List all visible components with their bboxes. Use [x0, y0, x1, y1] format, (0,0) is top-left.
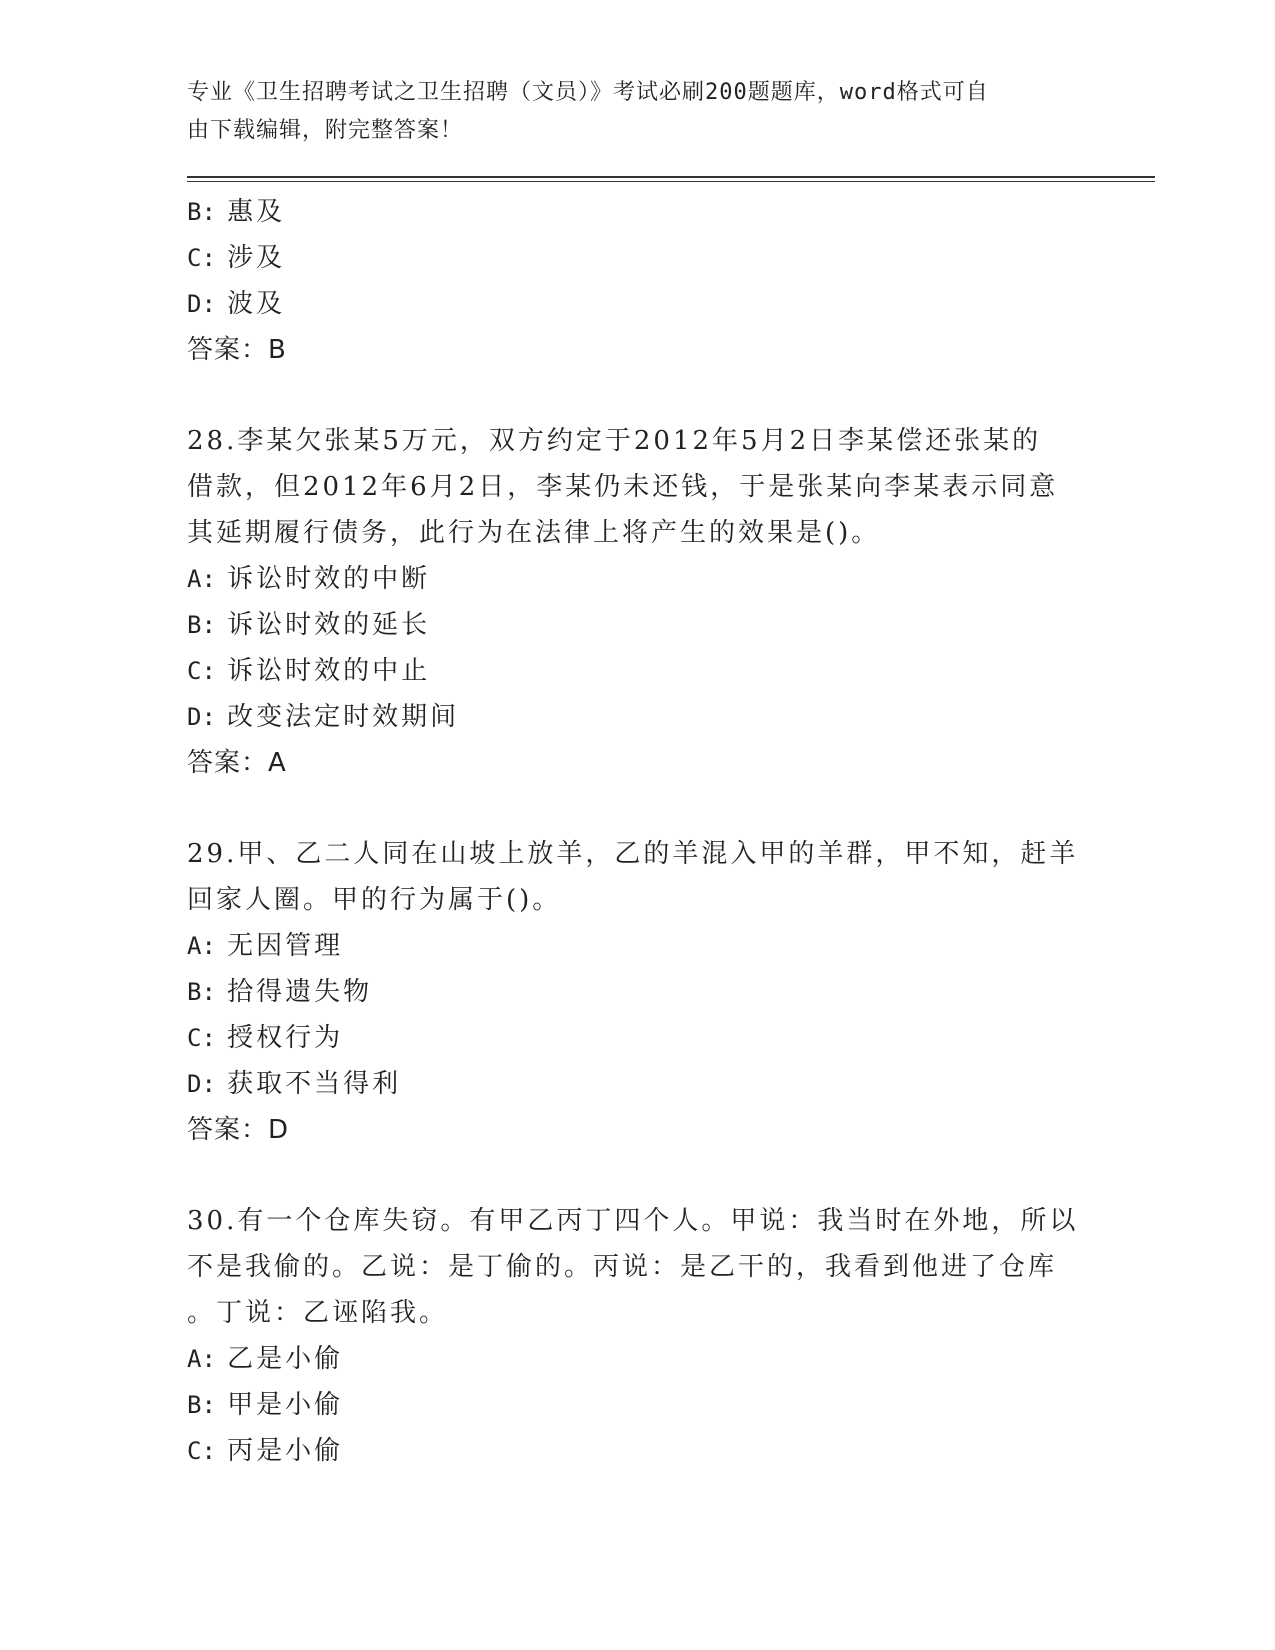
question-29	[187, 831, 1087, 1153]
option-b: B: 甲是小偷	[187, 1390, 344, 1420]
option-c: C: 诉讼时效的中止	[187, 656, 431, 686]
question-text-line: 不是我偷的。乙说：是丁偷的。丙说：是乙干的，我看到他进了仓库	[187, 1252, 1058, 1282]
header-rule-thin	[187, 181, 1155, 182]
option-c: C: 丙是小偷	[187, 1436, 344, 1466]
question-28	[187, 418, 1087, 786]
question-text-line: 29.甲、乙二人同在山坡上放羊，乙的羊混入甲的羊群，甲不知，赶羊	[187, 839, 1079, 869]
question-text-line: 28.李某欠张某5万元，双方约定于2012年5月2日李某偿还张某的	[187, 426, 1042, 456]
option-c: C: 授权行为	[187, 1023, 344, 1053]
prev-question-tail	[187, 189, 1087, 373]
option-b: B: 诉讼时效的延长	[187, 610, 431, 640]
option-a: A: 乙是小偷	[187, 1344, 344, 1374]
answer-line: 答案：B	[187, 335, 287, 365]
question-text-line: 其延期履行债务，此行为在法律上将产生的效果是()。	[187, 518, 881, 548]
question-text-line: 回家人圈。甲的行为属于()。	[187, 885, 562, 915]
option-b: B: 拾得遗失物	[187, 977, 373, 1007]
question-content	[187, 189, 1087, 1474]
header-line-2: 由下载编辑，附完整答案！	[187, 118, 464, 143]
document-header	[187, 74, 1067, 150]
option-c: C: 涉及	[187, 243, 286, 273]
option-d: D: 改变法定时效期间	[187, 702, 460, 732]
option-d: D: 获取不当得利	[187, 1069, 402, 1099]
header-rule-thick	[187, 176, 1155, 178]
header-line-1: 专业《卫生招聘考试之卫生招聘（文员）》考试必刷200题题库，word格式可自	[187, 80, 989, 105]
option-d: D: 波及	[187, 289, 286, 319]
answer-line: 答案：D	[187, 1115, 290, 1145]
question-text-line: 。丁说：乙诬陷我。	[187, 1298, 449, 1328]
option-b: B: 惠及	[187, 197, 286, 227]
answer-line: 答案：A	[187, 748, 287, 778]
question-text-line: 借款，但2012年6月2日，李某仍未还钱，于是张某向李某表示同意	[187, 472, 1059, 502]
question-30	[187, 1198, 1087, 1474]
option-a: A: 诉讼时效的中断	[187, 564, 431, 594]
option-a: A: 无因管理	[187, 931, 344, 961]
question-text-line: 30.有一个仓库失窃。有甲乙丙丁四个人。甲说：我当时在外地，所以	[187, 1206, 1079, 1236]
